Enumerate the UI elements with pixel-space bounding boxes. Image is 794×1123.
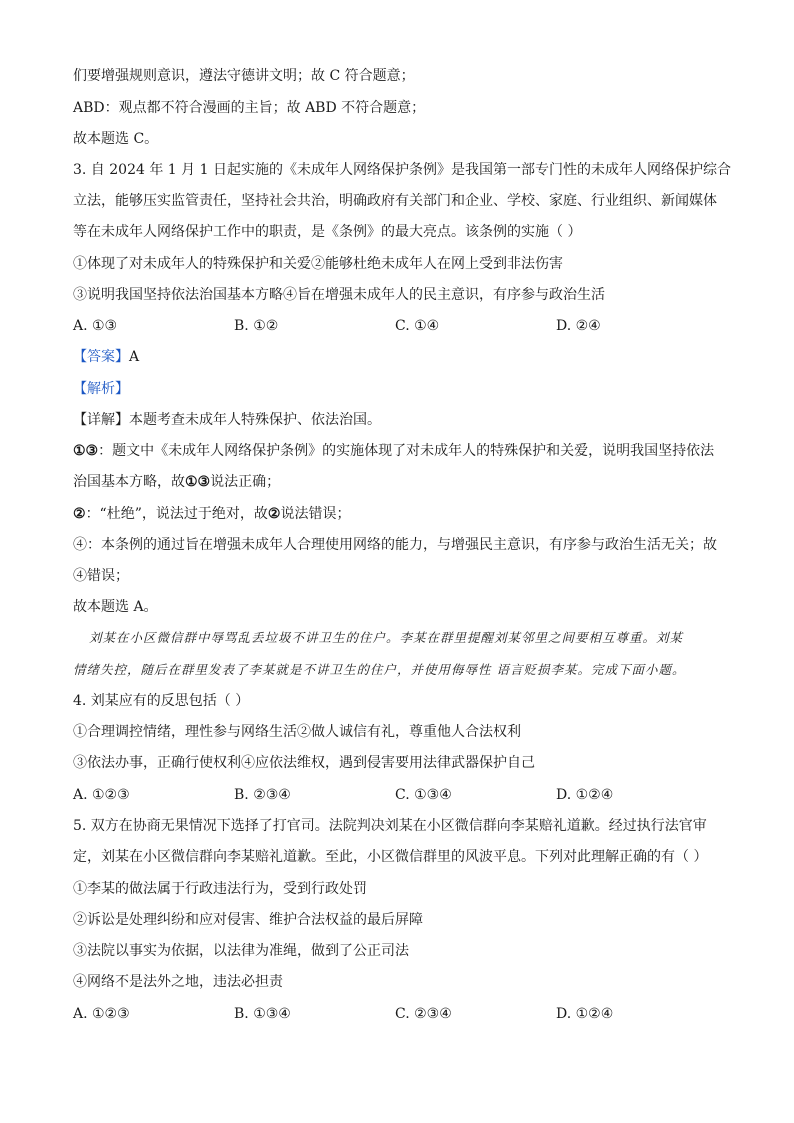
analysis-2-label: ② [73, 506, 86, 522]
q3-analysis-4-line-1: ④：本条例的通过旨在增强未成年人合理使用网络的能力，与增强民主意识，有序参与政治生活无关；故 [73, 537, 717, 553]
analysis-1-text: ：题文中《未成年人网络保护条例》的实施体现了对未成年人的特殊保护和关爱，说明我国坚持依法 [98, 443, 715, 459]
q3-stem-line-2: 立法，能够压实监管责任，坚持社会共治，明确政府有关部门和企业、学校、家庭、行业组织、新闻媒体 [73, 193, 717, 209]
q4-option-d: D. ①②④ [556, 787, 614, 803]
q3-conclusion: 故本题选 A。 [73, 599, 158, 615]
material-line-1: 刘某在小区微信群中辱骂乱丢垃圾不讲卫生的住户。李某在群里提醒刘某邻里之间要相互尊重。刘某 [89, 630, 684, 645]
q4-option-b: B. ②③④ [234, 787, 291, 803]
analysis-1-bold: ①③ [185, 474, 211, 490]
q5-item-2: ②诉讼是处理纠纷和应对侵害、维护合法权益的最后屏障 [73, 912, 423, 928]
analysis-1-text-3: 说法正确； [210, 474, 281, 490]
q3-option-c: C. ①④ [395, 318, 440, 334]
answer-value: A [129, 349, 140, 365]
q5-options [73, 1004, 717, 1024]
q3-item-line-1: ①体现了对未成年人的特殊保护和关爱②能够杜绝未成年人在网上受到非法伤害 [73, 256, 563, 272]
q3-stem-line-3: 等在未成年人网络保护工作中的职责，是《条例》的最大亮点。该条例的实施（ ） [73, 224, 582, 240]
q5-stem-line-2: 定，刘某在小区微信群向李某赔礼道歉。至此，小区微信群里的风波平息。下列对此理解正确的有（ ） [73, 849, 708, 865]
prev-line-2: ABD：观点都不符合漫画的主旨；故 ABD 不符合题意； [73, 100, 426, 116]
q5-item-4: ④网络不是法外之地，违法必担责 [73, 974, 283, 990]
detail-text: 本题考查未成年人特殊保护、依法治国。 [129, 412, 381, 428]
q3-options [73, 316, 717, 336]
q4-stem: 4. 刘某应有的反思包括（ ） [73, 693, 250, 709]
analysis-tag: 【解析】 [73, 381, 129, 397]
analysis-1-text-2: 治国基本方略，故 [73, 474, 185, 490]
q4-item-line-2: ③依法办事，正确行使权利④应依法维权，遇到侵害要用法律武器保护自己 [73, 755, 535, 771]
q4-option-a: A. ①②③ [73, 787, 130, 803]
prev-line-1: 们要增强规则意识，遵法守德讲文明；故 C 符合题意； [73, 68, 415, 84]
q3-option-a: A. ①③ [73, 318, 118, 334]
analysis-2-text-2: 说法错误； [280, 506, 351, 522]
prev-conclusion: 故本题选 C。 [73, 131, 159, 147]
q3-analysis [73, 379, 129, 399]
q5-option-b: B. ①③④ [234, 1006, 291, 1022]
q3-analysis-2 [73, 504, 350, 524]
q3-analysis-4-line-2: ④错误； [73, 568, 129, 584]
analysis-2-text: ：“杜绝”，说法过于绝对，故 [85, 506, 268, 522]
q5-option-d: D. ①②④ [556, 1006, 614, 1022]
analysis-2-bold: ② [267, 506, 281, 522]
q4-option-c: C. ①③④ [395, 787, 452, 803]
q5-stem-line-1: 5. 双方在协商无果情况下选择了打官司。法院判决刘某在小区微信群向李某赔礼道歉。经过执行法官审 [73, 818, 707, 834]
material-line-2: 情绪失控，随后在群里发表了李某就是不讲卫生的住户，并使用侮辱性 语言贬损李某。完成下面小题。 [73, 662, 686, 677]
q4-item-line-1: ①合理调控情绪，理性参与网络生活②做人诚信有礼，尊重他人合法权利 [73, 724, 521, 740]
q3-option-d: D. ②④ [556, 318, 601, 334]
q3-stem-line-1: 3. 自 2024 年 1 月 1 日起实施的《未成年人网络保护条例》是我国第一部专门性的未成年人网络保护综合 [73, 162, 731, 178]
q5-option-c: C. ②③④ [395, 1006, 452, 1022]
q5-option-a: A. ①②③ [73, 1006, 130, 1022]
analysis-1-label: ①③ [73, 443, 99, 459]
q4-options [73, 785, 717, 805]
q3-item-line-2: ③说明我国坚持依法治国基本方略④旨在增强未成年人的民主意识，有序参与政治生活 [73, 287, 605, 303]
q3-analysis-1-line-1 [73, 441, 714, 461]
answer-tag: 【答案】 [73, 349, 129, 365]
q5-item-3: ③法院以事实为依据，以法律为准绳，做到了公正司法 [73, 943, 409, 959]
q3-answer [73, 347, 139, 367]
q3-option-b: B. ①② [234, 318, 279, 334]
q5-item-1: ①李某的做法属于行政违法行为，受到行政处罚 [73, 881, 367, 897]
detail-tag: 【详解】 [73, 412, 129, 428]
q3-detail [73, 410, 381, 430]
q3-analysis-1-line-2 [73, 472, 280, 492]
